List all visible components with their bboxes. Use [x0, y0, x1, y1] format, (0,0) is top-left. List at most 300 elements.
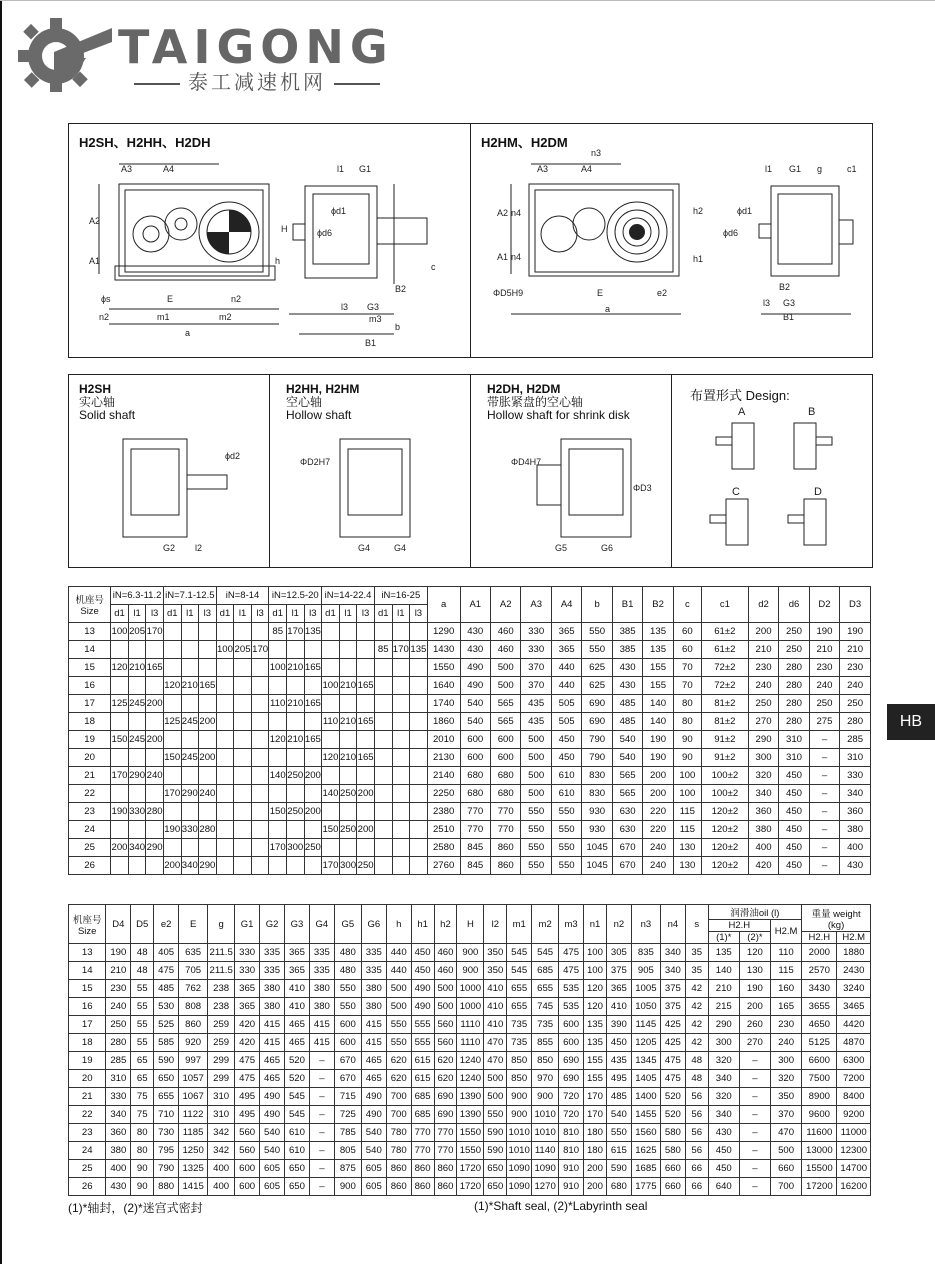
column-header: D5: [131, 905, 154, 944]
table-cell: [199, 731, 217, 749]
dim-label: m3: [369, 314, 382, 324]
table-cell: [163, 731, 181, 749]
table-cell: 1185: [179, 1124, 208, 1142]
dim-label: h1: [693, 254, 704, 264]
table-cell: 310: [208, 1088, 235, 1106]
table-cell: 430: [612, 659, 642, 677]
table-cell: 465: [260, 1052, 285, 1070]
table-cell: 910: [559, 1160, 584, 1178]
table-cell: [251, 839, 269, 857]
table-cell: 630: [612, 803, 642, 821]
dim-label: c: [431, 262, 436, 272]
table-cell: 535: [559, 980, 584, 998]
table-cell: 210: [339, 713, 357, 731]
section-tab: HB: [887, 704, 935, 740]
table-cell: 560: [434, 1034, 457, 1052]
table-cell: 270: [748, 713, 778, 731]
table-cell: [146, 713, 164, 731]
table-cell: [410, 821, 428, 839]
table-cell: 100: [111, 623, 129, 641]
table-cell: 250: [748, 695, 778, 713]
dim-label: b: [395, 322, 401, 332]
table-cell: 1145: [631, 1016, 660, 1034]
table-cell: 11000: [837, 1124, 871, 1142]
table-cell: 410: [484, 1016, 507, 1034]
table-cell: 970: [532, 1070, 559, 1088]
table-cell: 425: [660, 1034, 685, 1052]
table-cell: 3465: [837, 998, 871, 1016]
table-cell: [374, 785, 392, 803]
table-cell: 42: [685, 998, 708, 1016]
table-cell: 35: [685, 944, 708, 962]
table-cell: [392, 623, 410, 641]
table-cell: [163, 695, 181, 713]
table-cell: 125: [111, 695, 129, 713]
table-cell: 280: [779, 713, 809, 731]
table-cell: [410, 839, 428, 857]
table-cell: 13000: [802, 1142, 837, 1160]
table-cell: [374, 857, 392, 875]
table-cell: 48: [685, 1070, 708, 1088]
table-cell: 56: [685, 1142, 708, 1160]
table-cell: 860: [411, 1160, 434, 1178]
table-cell: 280: [146, 803, 164, 821]
dim-label: G1: [359, 164, 372, 174]
table-cell: 1860: [427, 713, 460, 731]
dim-label: n2: [231, 294, 242, 304]
dim-label: G2: [163, 543, 176, 553]
table-cell: 9200: [837, 1106, 871, 1124]
table-cell: 620: [386, 1070, 411, 1088]
dim-label: ΦD5H9: [493, 288, 524, 298]
table-cell: 140: [322, 785, 340, 803]
table-cell: 165: [357, 749, 375, 767]
table-cell: 170: [146, 623, 164, 641]
table-cell: 170: [269, 839, 287, 857]
table-cell: 120: [584, 980, 607, 998]
gear-logo-icon: [14, 14, 114, 94]
table-cell: 785: [334, 1124, 361, 1142]
table-cell: 690: [582, 713, 612, 731]
table-cell: [234, 857, 252, 875]
table-cell: [234, 839, 252, 857]
dim-label: m2: [219, 312, 232, 322]
table-row: [69, 1052, 871, 1070]
column-header: h1: [411, 905, 434, 944]
table-cell: 375: [660, 980, 685, 998]
column-header: G6: [361, 905, 386, 944]
table-cell: 635: [179, 944, 208, 962]
table-cell: 495: [235, 1088, 260, 1106]
sub-column-header: l1: [392, 605, 410, 623]
table-cell: 720: [559, 1106, 584, 1124]
table-cell: 380: [309, 980, 334, 998]
table-cell: 200: [304, 803, 322, 821]
table-cell: 540: [612, 749, 642, 767]
table-cell: 335: [309, 944, 334, 962]
table-cell: [199, 659, 217, 677]
table-cell: 310: [208, 1106, 235, 1124]
table-cell: 190: [840, 623, 871, 641]
table-cell: 200: [643, 767, 673, 785]
dim-label: G4: [394, 543, 407, 553]
table-cell: 500: [521, 785, 551, 803]
table-cell: –: [809, 821, 839, 839]
table-cell: 1090: [507, 1178, 532, 1196]
column-header: D4: [106, 905, 131, 944]
table-cell: 550: [386, 1034, 411, 1052]
table-cell: 450: [411, 944, 434, 962]
table-cell: 125: [163, 713, 181, 731]
table-cell: 2000: [802, 944, 837, 962]
table-cell: 475: [235, 1070, 260, 1088]
table-cell: 605: [361, 1160, 386, 1178]
table-cell: 200: [739, 998, 770, 1016]
table-cell: 1010: [507, 1142, 532, 1160]
dim-label: ϕs: [101, 294, 111, 304]
table-cell: 230: [840, 659, 871, 677]
table-cell: 250: [339, 821, 357, 839]
table-cell: [392, 713, 410, 731]
table-cell: –: [309, 1142, 334, 1160]
size-cell: 25: [69, 1160, 106, 1178]
dim-label: e2: [657, 288, 668, 298]
table-cell: [251, 821, 269, 839]
sub-column-header: l1: [339, 605, 357, 623]
table-row: [69, 1124, 871, 1142]
table-cell: 2380: [427, 803, 460, 821]
table-cell: 470: [484, 1052, 507, 1070]
table-cell: 91±2: [701, 749, 748, 767]
table-cell: 350: [484, 944, 507, 962]
column-header: n2: [606, 905, 631, 944]
table-cell: [128, 785, 146, 803]
table-cell: 155: [584, 1070, 607, 1088]
weight-unit: (kg): [827, 919, 845, 931]
table-cell: 230: [770, 1016, 801, 1034]
table-cell: 240: [146, 767, 164, 785]
table-cell: 340: [748, 785, 778, 803]
column-header: G3: [285, 905, 310, 944]
table-cell: 410: [285, 998, 310, 1016]
table-cell: 900: [457, 962, 484, 980]
table-cell: 500: [521, 749, 551, 767]
table-cell: 200: [643, 785, 673, 803]
dim-label: l1: [337, 164, 345, 174]
table-cell: 365: [285, 962, 310, 980]
panel-h2hh-h2hm: [269, 374, 472, 568]
table-cell: [251, 677, 269, 695]
table-cell: [216, 731, 234, 749]
dim-label: n3: [591, 148, 602, 158]
table-cell: [269, 821, 287, 839]
table-cell: 380: [106, 1142, 131, 1160]
table-cell: 920: [179, 1034, 208, 1052]
dim-label: B2: [779, 282, 791, 292]
column-header: m2: [532, 905, 559, 944]
table-cell: 1685: [631, 1160, 660, 1178]
table-cell: [410, 767, 428, 785]
table-row: [69, 1106, 871, 1124]
table-cell: 770: [434, 1142, 457, 1160]
panel-subtitle-en: Hollow shaft: [286, 408, 352, 422]
table-cell: [410, 695, 428, 713]
table-cell: 240: [748, 677, 778, 695]
table-cell: 215: [708, 998, 739, 1016]
top-border: [0, 0, 935, 1]
table-cell: 420: [235, 1016, 260, 1034]
table-cell: 850: [507, 1052, 532, 1070]
table-cell: [181, 731, 199, 749]
table-cell: [374, 623, 392, 641]
solid-shaft-drawing: [69, 375, 270, 567]
table-cell: 1240: [457, 1052, 484, 1070]
table-cell: [392, 695, 410, 713]
table-cell: 600: [490, 749, 520, 767]
table-cell: 250: [357, 857, 375, 875]
table-cell: 810: [559, 1124, 584, 1142]
table-cell: 170: [111, 767, 129, 785]
table-cell: 520: [660, 1088, 685, 1106]
panel-subtitle-en: Solid shaft: [79, 408, 136, 422]
table-cell: 280: [779, 695, 809, 713]
table-cell: 310: [106, 1070, 131, 1088]
table-cell: 4870: [837, 1034, 871, 1052]
table-cell: 2760: [427, 857, 460, 875]
table-cell: 385: [612, 641, 642, 659]
table-cell: 430: [840, 857, 871, 875]
table-cell: [111, 677, 129, 695]
table-cell: 808: [179, 998, 208, 1016]
table-cell: 410: [484, 998, 507, 1016]
table-cell: 170: [584, 1106, 607, 1124]
table-cell: 605: [260, 1160, 285, 1178]
size-cell: 18: [69, 1034, 106, 1052]
table-cell: 81±2: [701, 695, 748, 713]
table-cell: [181, 839, 199, 857]
table-cell: 475: [154, 962, 179, 980]
table-cell: 230: [809, 659, 839, 677]
table-cell: [251, 767, 269, 785]
table-cell: 660: [660, 1178, 685, 1196]
table-cell: 170: [392, 641, 410, 659]
table-cell: 100: [584, 944, 607, 962]
size-cell: 25: [69, 839, 111, 857]
table-cell: [199, 623, 217, 641]
table-cell: 930: [582, 803, 612, 821]
table-cell: 615: [411, 1052, 434, 1070]
table-cell: 165: [304, 659, 322, 677]
table-cell: [374, 803, 392, 821]
table-cell: 310: [840, 749, 871, 767]
table-cell: 365: [285, 944, 310, 962]
table-cell: 170: [163, 785, 181, 803]
dim-label: l2: [195, 543, 203, 553]
table-cell: 120±2: [701, 857, 748, 875]
table-cell: 385: [612, 623, 642, 641]
table-cell: 490: [260, 1106, 285, 1124]
table-cell: 600: [559, 1034, 584, 1052]
table-cell: 615: [411, 1070, 434, 1088]
table-cell: 545: [507, 944, 532, 962]
table-cell: 415: [361, 1034, 386, 1052]
sub-column-header: l3: [304, 605, 322, 623]
table-cell: 735: [532, 1016, 559, 1034]
size-cell: 14: [69, 962, 106, 980]
table-cell: [392, 785, 410, 803]
table-cell: [128, 641, 146, 659]
table-cell: 135: [410, 641, 428, 659]
table-cell: [216, 839, 234, 857]
design-label-d: D: [814, 486, 822, 498]
table-cell: 290: [199, 857, 217, 875]
table-cell: [286, 749, 304, 767]
table-cell: 590: [484, 1142, 507, 1160]
hollow-shaft-drawing: [270, 375, 471, 567]
dim-label: ΦD4H7: [511, 457, 542, 467]
table-cell: 415: [309, 1034, 334, 1052]
weight-header: [802, 905, 871, 932]
table-cell: [181, 695, 199, 713]
table-cell: 55: [131, 980, 154, 998]
dim-label: G1: [789, 164, 802, 174]
column-header: n4: [660, 905, 685, 944]
table-cell: 100: [673, 767, 701, 785]
table-cell: 700: [386, 1106, 411, 1124]
table-cell: 520: [660, 1106, 685, 1124]
table-cell: 259: [208, 1016, 235, 1034]
table-cell: 290: [181, 785, 199, 803]
table-cell: 250: [779, 641, 809, 659]
column-header: D3: [840, 587, 871, 623]
table-cell: [374, 659, 392, 677]
table-cell: [339, 695, 357, 713]
table-cell: 475: [559, 944, 584, 962]
table-cell: [216, 677, 234, 695]
table-cell: [146, 821, 164, 839]
table-cell: [251, 695, 269, 713]
table-cell: [111, 821, 129, 839]
table-cell: 245: [181, 713, 199, 731]
table-cell: 550: [521, 803, 551, 821]
table-cell: 650: [285, 1160, 310, 1178]
table-cell: 480: [334, 962, 361, 980]
table-cell: 211.5: [208, 944, 235, 962]
table-cell: 140: [643, 713, 673, 731]
panel-title: H2DH, H2DM: [487, 382, 561, 396]
table-cell: 90: [673, 749, 701, 767]
table-cell: 1000: [457, 998, 484, 1016]
table-cell: 860: [386, 1160, 411, 1178]
table-cell: 400: [840, 839, 871, 857]
table-cell: 745: [532, 998, 559, 1016]
table-cell: [357, 695, 375, 713]
table-cell: 465: [260, 1070, 285, 1088]
table-cell: 17200: [802, 1178, 837, 1196]
table-cell: 330: [128, 803, 146, 821]
table-cell: 85: [374, 641, 392, 659]
table-cell: 930: [582, 821, 612, 839]
table-cell: [181, 659, 199, 677]
table-cell: 620: [386, 1052, 411, 1070]
table-cell: 180: [584, 1142, 607, 1160]
table-cell: 430: [460, 641, 490, 659]
size-cell: 24: [69, 1142, 106, 1160]
table-cell: 500: [484, 1070, 507, 1088]
table-cell: [322, 623, 340, 641]
table-cell: 550: [521, 821, 551, 839]
table-cell: [199, 803, 217, 821]
table-cell: 600: [334, 1034, 361, 1052]
table-cell: 680: [606, 1178, 631, 1196]
table-cell: [374, 749, 392, 767]
table-cell: [199, 767, 217, 785]
table-cell: [286, 713, 304, 731]
sub-column-header: l1: [128, 605, 146, 623]
table-cell: [392, 749, 410, 767]
table-cell: 238: [208, 980, 235, 998]
table-cell: 9600: [802, 1106, 837, 1124]
table-cell: 1775: [631, 1178, 660, 1196]
table-cell: [410, 785, 428, 803]
dimension-table-2: [68, 904, 871, 1196]
table-cell: 120±2: [701, 839, 748, 857]
weight-label: 重量 weight: [811, 908, 861, 920]
table-cell: 335: [260, 962, 285, 980]
table-cell: 450: [708, 1160, 739, 1178]
panel-h2dh-h2dm: [470, 374, 673, 568]
table-cell: 250: [286, 803, 304, 821]
table-cell: 230: [748, 659, 778, 677]
table-cell: 540: [460, 713, 490, 731]
column-header: A3: [521, 587, 551, 623]
design-label-a: A: [738, 406, 746, 418]
table-cell: 48: [131, 944, 154, 962]
table-cell: 240: [199, 785, 217, 803]
table-cell: –: [739, 1160, 770, 1178]
table-cell: 1050: [631, 998, 660, 1016]
table-cell: 805: [334, 1142, 361, 1160]
table-cell: 780: [386, 1142, 411, 1160]
table-cell: 650: [484, 1178, 507, 1196]
table-cell: 110: [269, 695, 287, 713]
size-cell: 19: [69, 731, 111, 749]
table-cell: 250: [106, 1016, 131, 1034]
table-cell: 430: [106, 1178, 131, 1196]
table-cell: [146, 857, 164, 875]
size-cell: 15: [69, 659, 111, 677]
table-cell: 2510: [427, 821, 460, 839]
table-cell: [181, 767, 199, 785]
column-header: h: [386, 905, 411, 944]
table-cell: [216, 749, 234, 767]
table-cell: 285: [840, 731, 871, 749]
column-header: a: [427, 587, 460, 623]
size-cell: 17: [69, 1016, 106, 1034]
table-cell: 360: [106, 1124, 131, 1142]
table-cell: 550: [334, 980, 361, 998]
table-cell: 170: [251, 641, 269, 659]
table-cell: [410, 857, 428, 875]
table-cell: [286, 785, 304, 803]
table-cell: 290: [748, 731, 778, 749]
table-cell: [199, 695, 217, 713]
table-cell: –: [739, 1124, 770, 1142]
table-cell: 600: [559, 1016, 584, 1034]
table-cell: –: [739, 1052, 770, 1070]
dim-label: A3: [121, 164, 133, 174]
column-header: G1: [235, 905, 260, 944]
